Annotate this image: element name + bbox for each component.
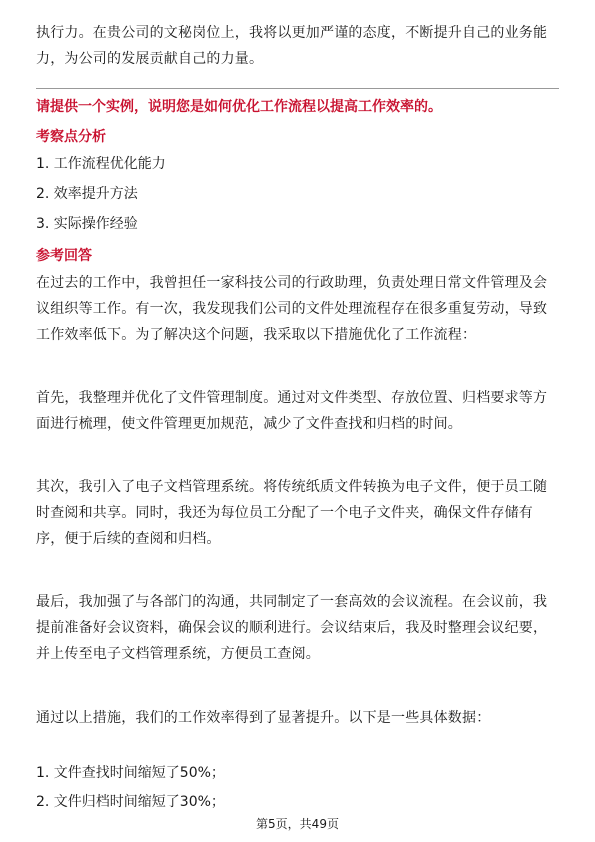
analysis-item: 2. 效率提升方法 <box>36 186 138 202</box>
analysis-heading: 考察点分析 <box>36 129 106 145</box>
question-title: 请提供一个实例，说明您是如何优化工作流程以提高工作效率的。 <box>36 99 442 115</box>
analysis-item: 3. 实际操作经验 <box>36 216 138 232</box>
analysis-item: 1. 工作流程优化能力 <box>36 156 166 172</box>
page-number: 第5页，共49页 <box>256 817 339 831</box>
intro-paragraph: 执行力。在贵公司的文秘岗位上，我将以更加严谨的态度，不断提升自己的业务能力，为公司的发展贡献自己的力量。 <box>36 25 548 67</box>
answer-paragraph: 在过去的工作中，我曾担任一家科技公司的行政助理，负责处理日常文件管理及会议组织等工作。有一次，我发现我们公司的文件处理流程存在很多重复劳动，导致工作效率低下。为了解决这个问题，我采取以下措施优化了工作流程： <box>36 275 548 343</box>
answer-paragraph: 其次，我引入了电子文档管理系统。将传统纸质文件转换为电子文件，便于员工随时查阅和共享。同时，我还为每位员工分配了一个电子文件夹，确保文件存储有序，便于后续的查阅和归档。 <box>36 479 548 547</box>
answer-paragraph: 通过以上措施，我们的工作效率得到了显著提升。以下是一些具体数据： <box>36 710 491 726</box>
answer-paragraph: 最后，我加强了与各部门的沟通，共同制定了一套高效的会议流程。在会议前，我提前准备好会议资料，确保会议的顺利进行。会议结束后，我及时整理会议纪要，并上传至电子文档管理系统，方便员工查阅。 <box>36 594 548 662</box>
section-divider <box>36 88 559 89</box>
result-item: 1. 文件查找时间缩短了50%； <box>36 765 225 781</box>
result-item: 2. 文件归档时间缩短了30%； <box>36 794 225 810</box>
answer-paragraph: 首先，我整理并优化了文件管理制度。通过对文件类型、存放位置、归档要求等方面进行梳理，使文件管理更加规范，减少了文件查找和归档的时间。 <box>36 390 548 432</box>
answer-heading: 参考回答 <box>36 248 92 264</box>
